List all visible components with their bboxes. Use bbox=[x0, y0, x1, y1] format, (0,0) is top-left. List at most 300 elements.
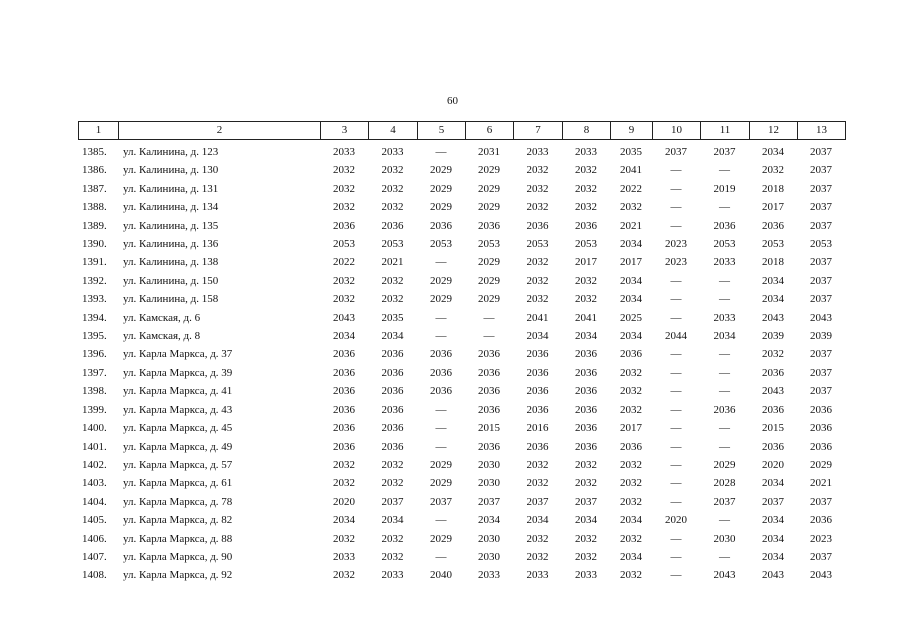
value-cell: 2033 bbox=[713, 256, 736, 269]
address-cell: ул. Карла Маркса, д. 88 bbox=[123, 532, 233, 545]
value-cell: 2043 bbox=[810, 569, 832, 582]
value-cell: — bbox=[719, 366, 730, 379]
value-cell: 2036 bbox=[526, 219, 549, 232]
value-cell: 2036 bbox=[381, 403, 404, 416]
value-cell: 2037 bbox=[575, 495, 597, 508]
row-number: 1402. bbox=[82, 458, 107, 471]
value-cell: 2033 bbox=[478, 569, 500, 582]
column-header-4: 4 bbox=[369, 122, 418, 140]
value-cell: 2036 bbox=[762, 219, 784, 232]
value-cell: 2036 bbox=[526, 403, 549, 416]
table-row bbox=[78, 401, 845, 419]
value-cell: 2015 bbox=[478, 422, 500, 435]
value-cell: 2017 bbox=[620, 256, 642, 269]
address-cell: ул. Калинина, д. 135 bbox=[123, 219, 219, 232]
value-cell: 2036 bbox=[575, 219, 597, 232]
value-cell: 2036 bbox=[381, 422, 404, 435]
value-cell: 2034 bbox=[762, 293, 784, 306]
column-header-1: 1 bbox=[79, 122, 119, 140]
table-row bbox=[78, 419, 845, 437]
column-header-6: 6 bbox=[466, 122, 514, 140]
value-cell: — bbox=[670, 293, 682, 306]
value-cell: — bbox=[719, 440, 730, 453]
value-cell: 2029 bbox=[478, 201, 500, 214]
value-cell: 2032 bbox=[575, 458, 597, 471]
value-cell: 2036 bbox=[575, 440, 597, 453]
value-cell: — bbox=[670, 366, 682, 379]
value-cell: 2036 bbox=[381, 219, 404, 232]
address-cell: ул. Калинина, д. 131 bbox=[123, 182, 219, 195]
value-cell: 2018 bbox=[762, 182, 784, 195]
value-cell: — bbox=[435, 514, 447, 527]
value-cell: 2036 bbox=[333, 219, 355, 232]
table-row bbox=[78, 345, 845, 363]
value-cell: 2020 bbox=[762, 458, 784, 471]
address-cell: ул. Карла Маркса, д. 37 bbox=[123, 348, 233, 361]
value-cell: 2032 bbox=[333, 164, 355, 177]
value-cell: 2036 bbox=[333, 440, 355, 453]
value-cell: 2036 bbox=[478, 385, 500, 398]
table-row bbox=[78, 198, 845, 216]
value-cell: — bbox=[670, 550, 682, 563]
value-cell: 2035 bbox=[620, 146, 642, 158]
table-row bbox=[78, 253, 845, 271]
address-cell: ул. Карла Маркса, д. 92 bbox=[123, 569, 233, 582]
value-cell: — bbox=[670, 422, 682, 435]
value-cell: — bbox=[719, 201, 730, 214]
table-row bbox=[78, 511, 845, 529]
value-cell: 2018 bbox=[762, 256, 784, 269]
value-cell: — bbox=[719, 348, 730, 361]
table-row bbox=[78, 180, 845, 198]
value-cell: 2040 bbox=[430, 569, 452, 582]
value-cell: — bbox=[670, 311, 682, 324]
value-cell: 2036 bbox=[381, 348, 404, 361]
value-cell: 2037 bbox=[713, 146, 736, 158]
value-cell: 2036 bbox=[333, 422, 355, 435]
value-cell: 2017 bbox=[762, 201, 784, 214]
value-cell: 2037 bbox=[762, 495, 784, 508]
table-row bbox=[78, 364, 845, 382]
row-number: 1401. bbox=[82, 440, 107, 453]
column-header-5: 5 bbox=[418, 122, 466, 140]
value-cell: 2037 bbox=[526, 495, 549, 508]
value-cell: 2023 bbox=[810, 532, 832, 545]
address-cell: ул. Калинина, д. 136 bbox=[123, 238, 219, 251]
value-cell: 2034 bbox=[762, 532, 784, 545]
address-cell: ул. Камская, д. 8 bbox=[123, 330, 201, 343]
value-cell: 2033 bbox=[333, 550, 355, 563]
value-cell: 2037 bbox=[430, 495, 452, 508]
value-cell: 2037 bbox=[381, 495, 404, 508]
value-cell: 2036 bbox=[762, 366, 784, 379]
value-cell: 2029 bbox=[713, 458, 736, 471]
value-cell: 2043 bbox=[762, 385, 784, 398]
value-cell: — bbox=[670, 495, 682, 508]
value-cell: — bbox=[670, 164, 682, 177]
value-cell: 2022 bbox=[333, 256, 355, 269]
value-cell: — bbox=[435, 330, 447, 343]
value-cell: 2034 bbox=[762, 514, 784, 527]
value-cell: 2034 bbox=[575, 330, 597, 343]
row-number: 1385. bbox=[82, 146, 107, 158]
value-cell: 2032 bbox=[762, 348, 784, 361]
address-cell: ул. Карла Маркса, д. 61 bbox=[123, 477, 233, 490]
value-cell: 2036 bbox=[381, 385, 404, 398]
value-cell: — bbox=[670, 385, 682, 398]
value-cell: 2032 bbox=[526, 201, 549, 214]
value-cell: — bbox=[670, 274, 682, 287]
value-cell: 2034 bbox=[526, 330, 549, 343]
value-cell: 2036 bbox=[810, 422, 832, 435]
value-cell: 2023 bbox=[665, 238, 687, 251]
value-cell: 2036 bbox=[430, 366, 452, 379]
column-header-8: 8 bbox=[563, 122, 611, 140]
value-cell: — bbox=[719, 164, 730, 177]
value-cell: — bbox=[670, 403, 682, 416]
value-cell: 2032 bbox=[620, 458, 642, 471]
table-row bbox=[78, 566, 845, 584]
value-cell: 2034 bbox=[620, 514, 642, 527]
value-cell: 2034 bbox=[620, 274, 642, 287]
value-cell: 2029 bbox=[430, 458, 452, 471]
value-cell: 2032 bbox=[333, 458, 355, 471]
row-number: 1397. bbox=[82, 366, 107, 379]
value-cell: 2032 bbox=[333, 569, 355, 582]
value-cell: 2032 bbox=[526, 532, 549, 545]
value-cell: 2033 bbox=[381, 569, 404, 582]
value-cell: — bbox=[670, 440, 682, 453]
value-cell: 2036 bbox=[620, 440, 642, 453]
value-cell: 2032 bbox=[381, 458, 404, 471]
value-cell: 2032 bbox=[620, 477, 642, 490]
value-cell: 2036 bbox=[478, 348, 500, 361]
value-cell: 2029 bbox=[430, 182, 452, 195]
address-cell: ул. Карла Маркса, д. 45 bbox=[123, 422, 233, 435]
table-row bbox=[78, 272, 845, 290]
table-row bbox=[78, 327, 845, 345]
row-number: 1395. bbox=[82, 330, 107, 343]
address-cell: ул. Карла Маркса, д. 82 bbox=[123, 514, 233, 527]
value-cell: 2030 bbox=[713, 532, 736, 545]
address-cell: ул. Карла Маркса, д. 41 bbox=[123, 385, 233, 398]
value-cell: — bbox=[719, 514, 730, 527]
value-cell: 2029 bbox=[430, 477, 452, 490]
address-cell: ул. Калинина, д. 123 bbox=[123, 146, 219, 158]
value-cell: 2036 bbox=[620, 348, 642, 361]
value-cell: 2036 bbox=[381, 366, 404, 379]
table-row bbox=[78, 438, 845, 456]
table-row bbox=[78, 290, 845, 308]
value-cell: 2032 bbox=[333, 293, 355, 306]
value-cell: 2032 bbox=[526, 256, 549, 269]
value-cell: 2036 bbox=[575, 385, 597, 398]
column-header-2: 2 bbox=[119, 122, 321, 140]
value-cell: 2032 bbox=[620, 366, 642, 379]
row-number: 1407. bbox=[82, 550, 107, 563]
value-cell: 2036 bbox=[478, 219, 500, 232]
value-cell: 2030 bbox=[478, 550, 500, 563]
row-number: 1403. bbox=[82, 477, 107, 490]
table-body bbox=[78, 143, 845, 585]
value-cell: 2032 bbox=[575, 550, 597, 563]
value-cell: 2033 bbox=[526, 146, 549, 158]
row-number: 1394. bbox=[82, 311, 107, 324]
value-cell: 2032 bbox=[575, 182, 597, 195]
value-cell: 2028 bbox=[713, 477, 736, 490]
value-cell: 2021 bbox=[810, 477, 832, 490]
value-cell: 2032 bbox=[333, 477, 355, 490]
value-cell: — bbox=[435, 256, 447, 269]
value-cell: 2032 bbox=[620, 569, 642, 582]
value-cell: 2034 bbox=[575, 514, 597, 527]
value-cell: — bbox=[670, 477, 682, 490]
address-cell: ул. Карла Маркса, д. 57 bbox=[123, 458, 233, 471]
value-cell: 2032 bbox=[526, 550, 549, 563]
value-cell: 2015 bbox=[762, 422, 784, 435]
value-cell: — bbox=[719, 385, 730, 398]
value-cell: 2030 bbox=[478, 458, 500, 471]
value-cell: 2036 bbox=[762, 440, 784, 453]
value-cell: 2033 bbox=[381, 146, 404, 158]
value-cell: 2020 bbox=[665, 514, 687, 527]
value-cell: 2034 bbox=[526, 514, 549, 527]
value-cell: 2029 bbox=[478, 164, 500, 177]
value-cell: 2035 bbox=[381, 311, 404, 324]
address-cell: ул. Калинина, д. 158 bbox=[123, 293, 219, 306]
value-cell: 2036 bbox=[810, 403, 832, 416]
value-cell: 2037 bbox=[810, 293, 832, 306]
value-cell: 2029 bbox=[430, 293, 452, 306]
address-cell: ул. Карла Маркса, д. 49 bbox=[123, 440, 233, 453]
value-cell: 2032 bbox=[575, 274, 597, 287]
value-cell: 2033 bbox=[713, 311, 736, 324]
table-row bbox=[78, 382, 845, 400]
value-cell: 2037 bbox=[810, 366, 832, 379]
value-cell: — bbox=[670, 348, 682, 361]
value-cell: 2034 bbox=[620, 238, 642, 251]
value-cell: 2032 bbox=[381, 550, 404, 563]
value-cell: 2019 bbox=[713, 182, 736, 195]
value-cell: 2034 bbox=[333, 330, 355, 343]
column-header-7: 7 bbox=[514, 122, 563, 140]
value-cell: 2037 bbox=[810, 274, 832, 287]
value-cell: 2053 bbox=[478, 238, 500, 251]
value-cell: 2034 bbox=[620, 293, 642, 306]
value-cell: 2041 bbox=[575, 311, 597, 324]
value-cell: 2036 bbox=[526, 385, 549, 398]
column-header-13: 13 bbox=[798, 122, 846, 140]
value-cell: 2029 bbox=[810, 458, 832, 471]
value-cell: 2036 bbox=[333, 366, 355, 379]
header-row bbox=[79, 122, 846, 140]
value-cell: 2032 bbox=[526, 458, 549, 471]
value-cell: — bbox=[483, 330, 495, 343]
value-cell: 2025 bbox=[620, 311, 642, 324]
value-cell: 2032 bbox=[620, 201, 642, 214]
value-cell: — bbox=[435, 422, 447, 435]
value-cell: — bbox=[670, 201, 682, 214]
value-cell: 2032 bbox=[381, 201, 404, 214]
table-row bbox=[78, 143, 845, 161]
value-cell: 2029 bbox=[478, 274, 500, 287]
value-cell: 2032 bbox=[526, 293, 549, 306]
value-cell: 2032 bbox=[381, 182, 404, 195]
value-cell: 2036 bbox=[526, 366, 549, 379]
value-cell: 2036 bbox=[575, 348, 597, 361]
value-cell: 2036 bbox=[333, 348, 355, 361]
value-cell: 2036 bbox=[713, 403, 736, 416]
value-cell: 2037 bbox=[478, 495, 500, 508]
value-cell: 2034 bbox=[620, 550, 642, 563]
value-cell: 2030 bbox=[478, 532, 500, 545]
value-cell: 2032 bbox=[526, 164, 549, 177]
column-header-10: 10 bbox=[653, 122, 701, 140]
value-cell: 2036 bbox=[478, 440, 500, 453]
value-cell: 2033 bbox=[575, 569, 597, 582]
value-cell: 2043 bbox=[762, 311, 784, 324]
value-cell: — bbox=[719, 293, 730, 306]
value-cell: 2036 bbox=[526, 440, 549, 453]
value-cell: 2037 bbox=[810, 256, 832, 269]
value-cell: — bbox=[435, 550, 447, 563]
value-cell: 2032 bbox=[381, 532, 404, 545]
value-cell: 2032 bbox=[526, 182, 549, 195]
value-cell: — bbox=[483, 311, 495, 324]
value-cell: 2032 bbox=[620, 495, 642, 508]
value-cell: 2029 bbox=[430, 201, 452, 214]
table-row bbox=[78, 493, 845, 511]
row-number: 1398. bbox=[82, 385, 107, 398]
value-cell: 2037 bbox=[810, 348, 832, 361]
row-number: 1387. bbox=[82, 182, 107, 195]
column-header-3: 3 bbox=[321, 122, 369, 140]
value-cell: 2037 bbox=[713, 495, 736, 508]
value-cell: 2036 bbox=[810, 440, 832, 453]
value-cell: 2036 bbox=[575, 403, 597, 416]
row-number: 1405. bbox=[82, 514, 107, 527]
table-row bbox=[78, 474, 845, 492]
value-cell: 2032 bbox=[333, 201, 355, 214]
value-cell: — bbox=[719, 550, 730, 563]
address-cell: ул. Калинина, д. 138 bbox=[123, 256, 219, 269]
value-cell: 2053 bbox=[575, 238, 597, 251]
value-cell: 2021 bbox=[620, 219, 642, 232]
value-cell: 2037 bbox=[810, 385, 832, 398]
value-cell: 2041 bbox=[526, 311, 549, 324]
value-cell: 2034 bbox=[762, 146, 784, 158]
value-cell: 2036 bbox=[478, 366, 500, 379]
value-cell: 2036 bbox=[575, 422, 597, 435]
value-cell: 2036 bbox=[430, 219, 452, 232]
value-cell: 2032 bbox=[762, 164, 784, 177]
value-cell: — bbox=[435, 311, 447, 324]
value-cell: — bbox=[719, 422, 730, 435]
table-row bbox=[78, 309, 845, 327]
value-cell: 2022 bbox=[620, 182, 642, 195]
value-cell: 2030 bbox=[478, 477, 500, 490]
value-cell: 2020 bbox=[333, 495, 355, 508]
value-cell: 2034 bbox=[381, 330, 404, 343]
value-cell: 2037 bbox=[810, 164, 832, 177]
row-number: 1408. bbox=[82, 569, 107, 582]
row-number: 1396. bbox=[82, 348, 107, 361]
value-cell: 2032 bbox=[381, 164, 404, 177]
table-row bbox=[78, 530, 845, 548]
value-cell: 2036 bbox=[575, 366, 597, 379]
table-row bbox=[78, 235, 845, 253]
value-cell: — bbox=[670, 219, 682, 232]
value-cell: 2039 bbox=[762, 330, 784, 343]
value-cell: — bbox=[670, 569, 682, 582]
row-number: 1399. bbox=[82, 403, 107, 416]
row-number: 1388. bbox=[82, 201, 107, 214]
value-cell: 2033 bbox=[333, 146, 355, 158]
address-cell: ул. Калинина, д. 134 bbox=[123, 201, 219, 214]
value-cell: 2032 bbox=[333, 182, 355, 195]
value-cell: 2016 bbox=[526, 422, 549, 435]
value-cell: 2032 bbox=[620, 385, 642, 398]
value-cell: 2036 bbox=[478, 403, 500, 416]
value-cell: 2031 bbox=[478, 146, 500, 158]
value-cell: 2032 bbox=[333, 274, 355, 287]
address-cell: ул. Калинина, д. 130 bbox=[123, 164, 219, 177]
value-cell: 2029 bbox=[430, 164, 452, 177]
value-cell: 2032 bbox=[333, 532, 355, 545]
row-number: 1386. bbox=[82, 164, 107, 177]
value-cell: 2037 bbox=[810, 146, 832, 158]
value-cell: 2037 bbox=[810, 495, 832, 508]
value-cell: 2053 bbox=[430, 238, 452, 251]
value-cell: 2037 bbox=[810, 550, 832, 563]
row-number: 1400. bbox=[82, 422, 107, 435]
value-cell: 2023 bbox=[665, 256, 687, 269]
row-number: 1390. bbox=[82, 238, 107, 251]
value-cell: 2043 bbox=[762, 569, 784, 582]
value-cell: 2032 bbox=[575, 164, 597, 177]
value-cell: 2032 bbox=[381, 477, 404, 490]
value-cell: — bbox=[670, 532, 682, 545]
value-cell: 2037 bbox=[810, 201, 832, 214]
value-cell: 2021 bbox=[381, 256, 404, 269]
value-cell: 2034 bbox=[762, 550, 784, 563]
table-row bbox=[78, 456, 845, 474]
value-cell: 2044 bbox=[665, 330, 687, 343]
address-cell: ул. Калинина, д. 150 bbox=[123, 274, 219, 287]
value-cell: 2032 bbox=[620, 532, 642, 545]
table-header bbox=[78, 121, 846, 140]
value-cell: 2032 bbox=[575, 201, 597, 214]
address-cell: ул. Карла Маркса, д. 39 bbox=[123, 366, 233, 379]
value-cell: 2043 bbox=[713, 569, 736, 582]
value-cell: 2029 bbox=[478, 182, 500, 195]
row-number: 1406. bbox=[82, 532, 107, 545]
value-cell: 2036 bbox=[762, 403, 784, 416]
value-cell: — bbox=[435, 403, 447, 416]
address-cell: ул. Камская, д. 6 bbox=[123, 311, 201, 324]
row-number: 1393. bbox=[82, 293, 107, 306]
value-cell: — bbox=[435, 146, 447, 158]
value-cell: 2032 bbox=[526, 477, 549, 490]
value-cell: 2036 bbox=[430, 348, 452, 361]
value-cell: 2029 bbox=[478, 293, 500, 306]
row-number: 1391. bbox=[82, 256, 107, 269]
value-cell: — bbox=[670, 182, 682, 195]
row-number: 1389. bbox=[82, 219, 107, 232]
address-cell: ул. Карла Маркса, д. 78 bbox=[123, 495, 233, 508]
value-cell: 2032 bbox=[526, 274, 549, 287]
value-cell: 2032 bbox=[575, 477, 597, 490]
